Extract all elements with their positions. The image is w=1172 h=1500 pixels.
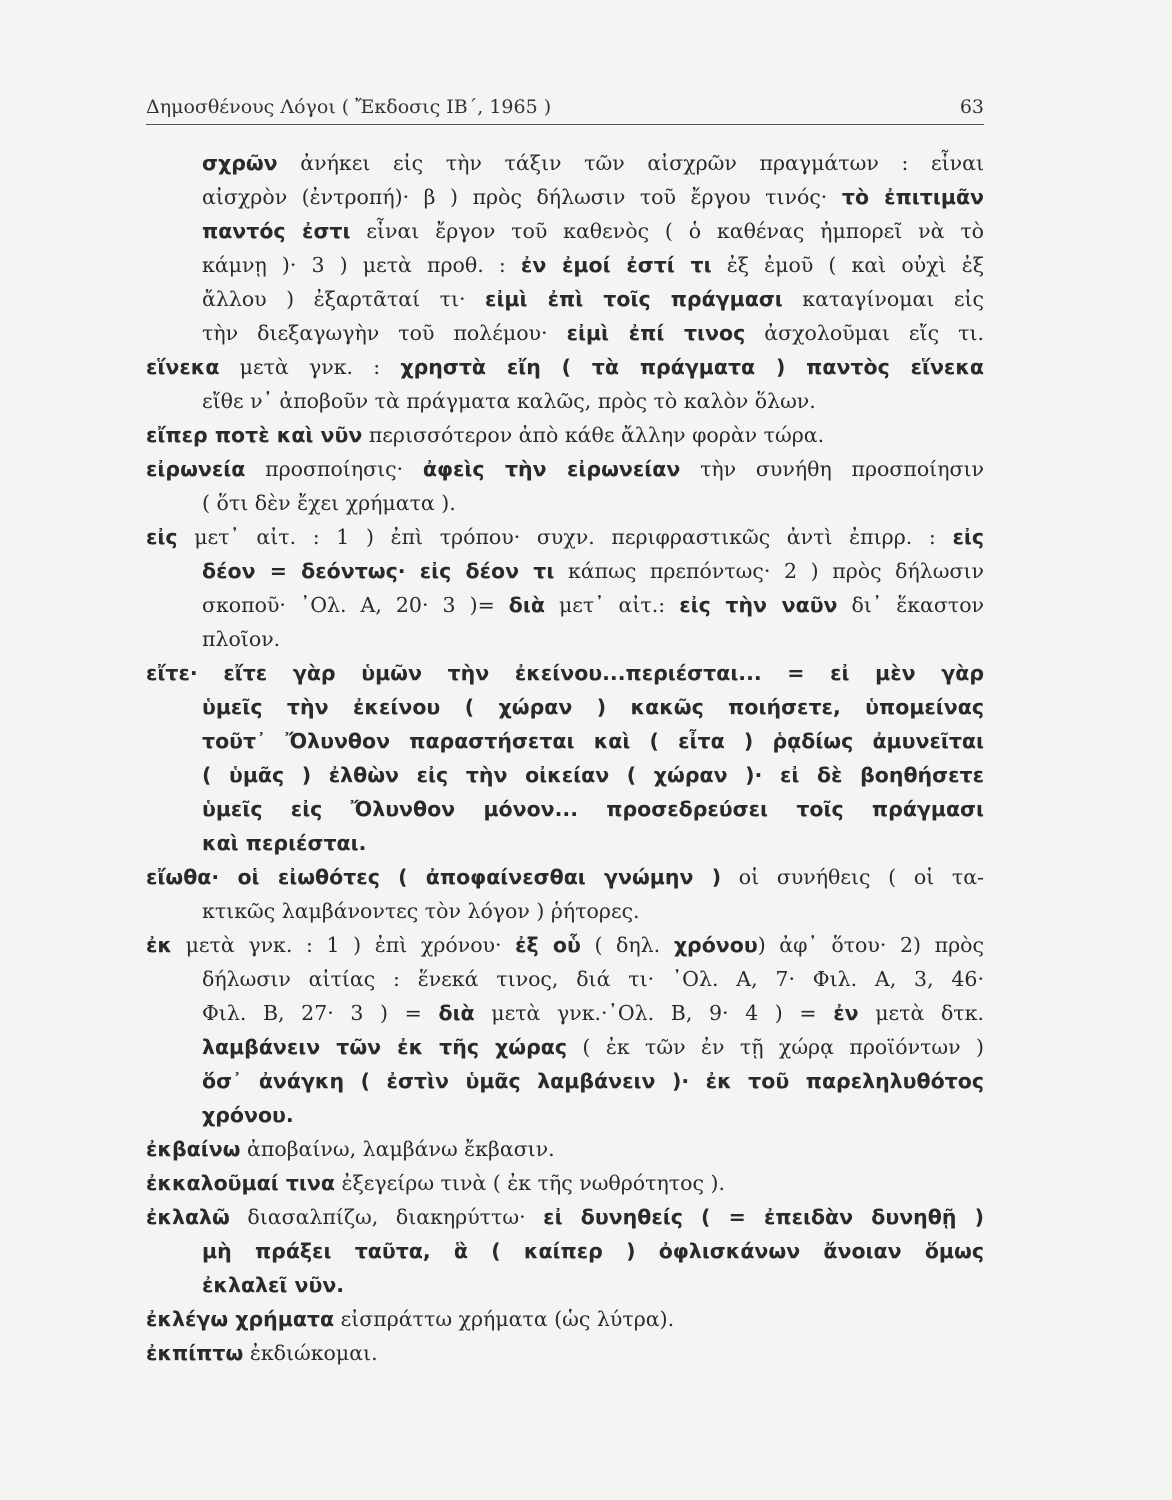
text-line bbox=[146, 860, 984, 894]
headword-text: ἀφεὶς τὴν εἰρωνείαν bbox=[422, 457, 681, 481]
text-line bbox=[146, 690, 984, 724]
headword-text: τὸ ἐπιτιμᾶν bbox=[841, 185, 984, 209]
gloss-text: προσποίησις· bbox=[245, 457, 423, 481]
headword-text: μὴ πράξει ταῦτα, ἃ ( καίπερ ) ὀφλισκάνων ἄνοιαν ὅμως bbox=[202, 1239, 984, 1263]
gloss-text: δήλωσιν αἰτίας : ἕνεκά τινος, διά τι· ᾿Ολ. Α, 7· Φιλ. Α, 3, 46· bbox=[202, 967, 984, 991]
headword-text: ἐν ἐμοί ἐστί τι bbox=[520, 253, 712, 277]
gloss-text: ἐξ ἐμοῦ ( καὶ οὐχὶ ἐξ bbox=[711, 253, 984, 277]
headword-text: εἴτε· εἴτε γὰρ ὑμῶν τὴν ἐκείνου...περιέσται... = εἰ μὲν γὰρ bbox=[146, 661, 984, 685]
gloss-text: τὴν διεξαγωγὴν τοῦ πολέμου· bbox=[202, 321, 567, 345]
headword-text: παντός ἐστι bbox=[202, 219, 351, 243]
text-line bbox=[146, 758, 984, 792]
headword-text: ἐξ οὗ bbox=[515, 933, 581, 957]
text-line bbox=[146, 588, 984, 622]
headword-text: ἐκ bbox=[146, 933, 172, 957]
headword-text: εἰμὶ ἐπὶ τοῖς πράγμασι bbox=[485, 287, 783, 311]
gloss-text: μετ᾿ αἰτ.: bbox=[544, 593, 680, 617]
headword-text: εἰ δυνηθείς ( = ἐπειδὰν δυνηθῇ ) bbox=[543, 1205, 984, 1229]
gloss-text: ἀσχολοῦμαι εἴς τι. bbox=[745, 321, 984, 345]
headword-text: ἐκκαλοῦμαί τινα bbox=[146, 1171, 335, 1195]
headword-text: εἴωθα· οἱ εἰωθότες ( ἀποφαίνεσθαι γνώμην ) bbox=[146, 865, 722, 889]
text-line bbox=[146, 1336, 984, 1370]
text-line bbox=[146, 928, 984, 962]
headword-text: ὑμεῖς εἰς Ὄλυνθον μόνον... προσεδρεύσει τοῖς πράγμασι bbox=[202, 797, 984, 821]
headword-text: ἐκλαλῶ bbox=[146, 1205, 230, 1229]
text-line bbox=[146, 452, 984, 486]
headword-text: εἵνεκα bbox=[146, 355, 220, 379]
text-line bbox=[146, 418, 984, 452]
text-line bbox=[146, 214, 984, 248]
gloss-text: οἱ συνήθεις ( οἱ τα- bbox=[721, 865, 984, 889]
headword-text: εἰς bbox=[146, 525, 178, 549]
headword-text: ἐκλαλεῖ νῦν. bbox=[202, 1273, 345, 1297]
gloss-text: τὴν συνήθη προσποίησιν bbox=[680, 457, 984, 481]
headword-text: ἐν bbox=[833, 1001, 859, 1025]
gloss-text: δι᾿ ἕκαστον bbox=[837, 593, 984, 617]
headword-text: καὶ περιέσται. bbox=[202, 831, 367, 855]
gloss-text: κτικῶς λαμβάνοντες τὸν λόγον ) ῥήτορες. bbox=[202, 899, 640, 923]
gloss-text: ἐξεγείρω τινὰ ( ἐκ τῆς νωθρότητος ). bbox=[334, 1171, 725, 1195]
text-line bbox=[146, 1200, 984, 1234]
gloss-text: διασαλπίζω, διακηρύττω· bbox=[229, 1205, 544, 1229]
text-line bbox=[146, 1166, 984, 1200]
gloss-text: μετ᾿ αἰτ. : 1 ) ἐπὶ τρόπου· συχν. περιφραστικῶς ἀντὶ ἐπιρρ. : bbox=[177, 525, 953, 549]
headword-text: χρόνου bbox=[673, 933, 758, 957]
text-line bbox=[146, 520, 984, 554]
headword-text: ἐκβαίνω bbox=[146, 1137, 241, 1161]
gloss-text: ἀποβαίνω, λαμβάνω ἔκβασιν. bbox=[240, 1137, 555, 1161]
gloss-text: καταγίνομαι εἰς bbox=[782, 287, 984, 311]
text-line bbox=[146, 1098, 984, 1132]
gloss-text: αἰσχρὸν (ἐντροπή)· β ) πρὸς δήλωσιν τοῦ ἔργου τινός· bbox=[202, 185, 842, 209]
gloss-text: ( δηλ. bbox=[580, 933, 674, 957]
gloss-text: μετὰ δτκ. bbox=[858, 1001, 984, 1025]
headword-text: χρόνου. bbox=[202, 1103, 294, 1127]
gloss-text: ( ὅτι δὲν ἔχει χρήματα ). bbox=[202, 491, 456, 515]
gloss-text: ἄλλου ) ἐξαρτᾶταί τι· bbox=[202, 287, 486, 311]
headword-text: ἐκπίπτω bbox=[146, 1341, 244, 1365]
gloss-text: κάμνῃ )· 3 ) μετὰ προθ. : bbox=[202, 253, 521, 277]
text-line bbox=[146, 384, 984, 418]
text-line bbox=[146, 1302, 984, 1336]
headword-text: διὰ bbox=[508, 593, 545, 617]
headword-text: λαμβάνειν τῶν ἐκ τῆς χώρας bbox=[202, 1035, 567, 1059]
text-line bbox=[146, 826, 984, 860]
gloss-text: ) ἀφ᾿ ὅτου· 2) πρὸς bbox=[757, 933, 984, 957]
gloss-text: κάπως πρεπόντως· 2 ) πρὸς δήλωσιν bbox=[554, 559, 984, 583]
text-line bbox=[146, 316, 984, 350]
text-line bbox=[146, 622, 984, 656]
headword-text: εἰρωνεία bbox=[146, 457, 246, 481]
gloss-text: μετὰ γνκ.·᾿Ολ. Β, 9· 4 ) = bbox=[474, 1001, 834, 1025]
text-line bbox=[146, 1132, 984, 1166]
text-line bbox=[146, 962, 984, 996]
headword-text: τοῦτ᾿ Ὄλυνθον παραστήσεται καὶ ( εἶτα ) ῥᾳδίως ἀμυνεῖται bbox=[202, 729, 984, 753]
headword-text: ὅσ᾿ ἀνάγκη ( ἐστὶν ὑμᾶς λαμβάνειν )· ἐκ τοῦ παρεληλυθότος bbox=[202, 1069, 984, 1093]
headword-text: εἰς bbox=[952, 525, 984, 549]
gloss-text: μετὰ γνκ. : bbox=[219, 355, 401, 379]
headword-text: ( ὑμᾶς ) ἐλθὼν εἰς τὴν οἰκείαν ( χώραν )· εἰ δὲ βοηθήσετε bbox=[202, 763, 984, 787]
text-line bbox=[146, 656, 984, 690]
gloss-text: μετὰ γνκ. : 1 ) ἐπὶ χρόνου· bbox=[171, 933, 516, 957]
glossary-body bbox=[146, 146, 984, 1370]
gloss-text: ( ἐκ τῶν ἐν τῇ χώρᾳ προϊόντων ) bbox=[567, 1035, 984, 1059]
headword-text: ὑμεῖς τὴν ἐκείνου ( χώραν ) κακῶς ποιήσετε, ὑπομείνας bbox=[202, 695, 984, 719]
headword-text: εἴπερ ποτὲ καὶ νῦν bbox=[146, 423, 363, 447]
text-line bbox=[146, 1064, 984, 1098]
headword-text: σχρῶν bbox=[202, 151, 278, 175]
headword-text: χρηστὰ εἴη ( τὰ πράγματα ) παντὸς εἵνεκα bbox=[400, 355, 984, 379]
text-line bbox=[146, 486, 984, 520]
text-line bbox=[146, 724, 984, 758]
text-line bbox=[146, 146, 984, 180]
gloss-text: σκοποῦ· ᾿Ολ. Α, 20· 3 )= bbox=[202, 593, 509, 617]
headword-text: εἰς τὴν ναῦν bbox=[679, 593, 838, 617]
gloss-text: περισσότερον ἀπὸ κάθε ἄλλην φορὰν τώρα. bbox=[362, 423, 825, 447]
running-header bbox=[146, 92, 984, 125]
gloss-text: Φιλ. Β, 27· 3 ) = bbox=[202, 1001, 439, 1025]
headword-text: εἰμὶ ἐπί τινος bbox=[566, 321, 746, 345]
gloss-text: εἰσπράττω χρήματα (ὡς λύτρα). bbox=[334, 1307, 675, 1331]
text-line bbox=[146, 554, 984, 588]
text-line bbox=[146, 1030, 984, 1064]
headword-text: δέον = δεόντως· εἰς δέον τι bbox=[202, 559, 555, 583]
headword-text: διὰ bbox=[438, 1001, 475, 1025]
text-line bbox=[146, 996, 984, 1030]
text-line bbox=[146, 1268, 984, 1302]
gloss-text: ἀνήκει εἰς τὴν τάξιν τῶν αἰσχρῶν πραγμάτων : εἶναι bbox=[277, 151, 984, 175]
text-line bbox=[146, 248, 984, 282]
gloss-text: πλοῖον. bbox=[202, 627, 281, 651]
headword-text: ἐκλέγω χρήματα bbox=[146, 1307, 335, 1331]
running-header-title: Δημοσθένους Λόγοι ( Ἔκδοσις ΙΒ΄, 1965 ) bbox=[146, 96, 552, 118]
gloss-text: εἴθε ν᾿ ἀποβοῦν τὰ πράγματα καλῶς, πρὸς τὸ καλὸν ὅλων. bbox=[202, 389, 816, 413]
text-line bbox=[146, 282, 984, 316]
text-line bbox=[146, 180, 984, 214]
text-line bbox=[146, 350, 984, 384]
gloss-text: εἶναι ἔργον τοῦ καθενὸς ( ὁ καθένας ἠμπορεῖ νὰ τὸ bbox=[350, 219, 984, 243]
text-line bbox=[146, 1234, 984, 1268]
text-line bbox=[146, 792, 984, 826]
gloss-text: ἐκδιώκομαι. bbox=[243, 1341, 378, 1365]
page-number: 63 bbox=[959, 96, 984, 118]
text-line bbox=[146, 894, 984, 928]
